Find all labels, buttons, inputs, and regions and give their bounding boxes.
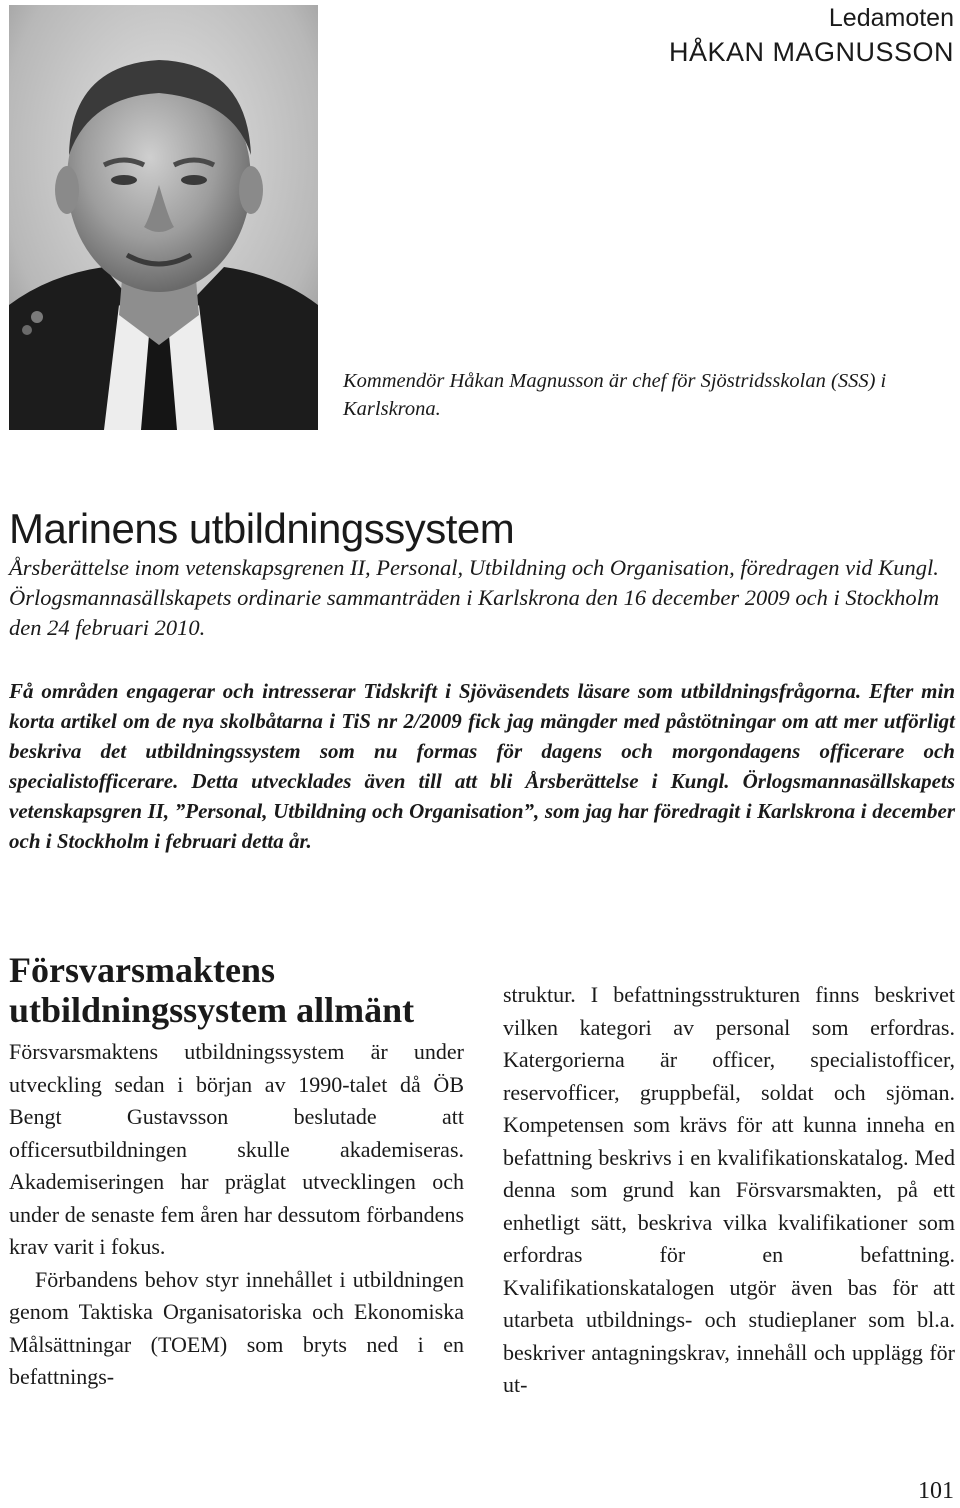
author-name: HÅKAN MAGNUSSON [668,37,954,67]
article-lead: Få områden engagerar och intresserar Tidskrift i Sjöväsendets läsare som utbildningsfrågorna. Efter min korta artikel om de nya skolbåtarna i TiS nr 2/2009 fick jag mängder med påstötningar om att mer utförligt beskriva det utbildningssystem som nu formas för dagens och morgondagens officerare och specialistofficerare. Detta utvecklades även till att bli Årsberättelse i Kungl. Örlogsmannasällskapets vetenskapsgren II, ”Personal, Utbildning och Organisation”, som jag har föredragit i Karlskrona i december och i Stockholm i februari detta år. [9,679,955,853]
portrait-illustration [9,5,318,430]
portrait-photo [9,5,318,430]
article-subtitle: Årsberättelse inom vetenskapsgrenen II, Personal, Utbildning och Organisation, föredragen vid Kungl. Örlogsmannasällskapets ordinarie sammanträden i Karlskrona den 16 december 2009 och i Stockholm den 24 februari 2010. [9,555,940,640]
section-heading: Försvarsmaktens utbildningssystem allmänt [9,950,415,1030]
column-left [9,950,464,1394]
column-right [503,979,955,1402]
paragraph: Försvarsmaktens utbildningssystem är under utveckling sedan i början av 1990-talet då ÖB Bengt Gustavsson beslutade att officersutbildningen skulle akademiseras. Akademiseringen har präglat utvecklingen och under de senaste fem åren har dessutom förbandens krav varit i fokus. [9,1039,464,1259]
page-number: 101 [918,1478,954,1504]
article-title: Marinens utbildningssystem [9,505,515,552]
paragraph: struktur. I befattningsstrukturen finns beskrivet vilken kategori av personal som erfordras. Katergorierna är officer, specialistofficer, reservofficer, gruppbefäl, soldat och sjöman. Kompetensen som krävs för att kunna inneha en befattning beskrivs i en kvalifikationskatalog. Med denna som grund kan Försvarsmakten, på ett enhetligt sätt, beskriva vilka kvalifikationer som erfordras för en befattning. Kvalifikationskatalogen utgör även bas för att utarbeta utbildnings- och studieplaner som bl.a. beskriver antagningskrav, innehåll och upplägg för ut- [503,982,955,1397]
author-role: Ledamoten [828,4,954,32]
paragraph: Förbandens behov styr innehållet i utbildningen genom Taktiska Organisatoriska och Ekonomiska Målsättningar (TOEM) som bryts ned i en befattnings- [9,1266,464,1389]
photo-caption: Kommendör Håkan Magnusson är chef för Sjöstridsskolan (SSS) i Karlskrona. [343,370,887,420]
